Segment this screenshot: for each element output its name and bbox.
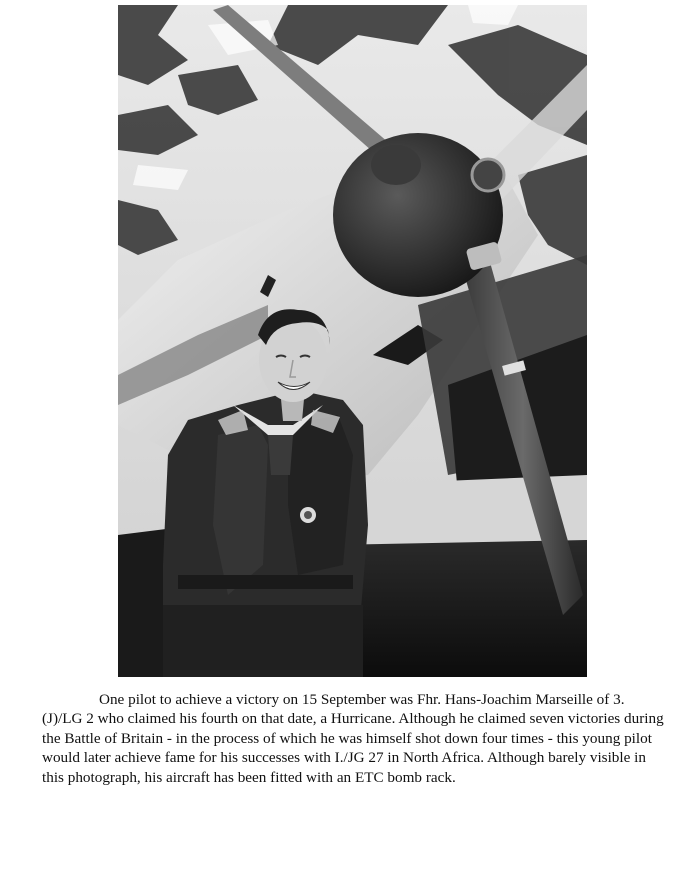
photo-caption: One pilot to achieve a victory on 15 September was Fhr. Hans-Joachim Marseille of 3.(J)/LG 2 who claimed his fourth on that date, a Hurricane. Although he claimed seven victories during the Battle of Britain - in the process of which he was himself shot down four times - this young pilot would later achieve fame for his successes with I./JG 27 in North Africa. Although barely visible in this photograph, his aircraft has been fitted with an ETC bomb rack.	[42, 691, 664, 786]
photograph-image	[118, 5, 587, 677]
photograph	[118, 5, 587, 677]
